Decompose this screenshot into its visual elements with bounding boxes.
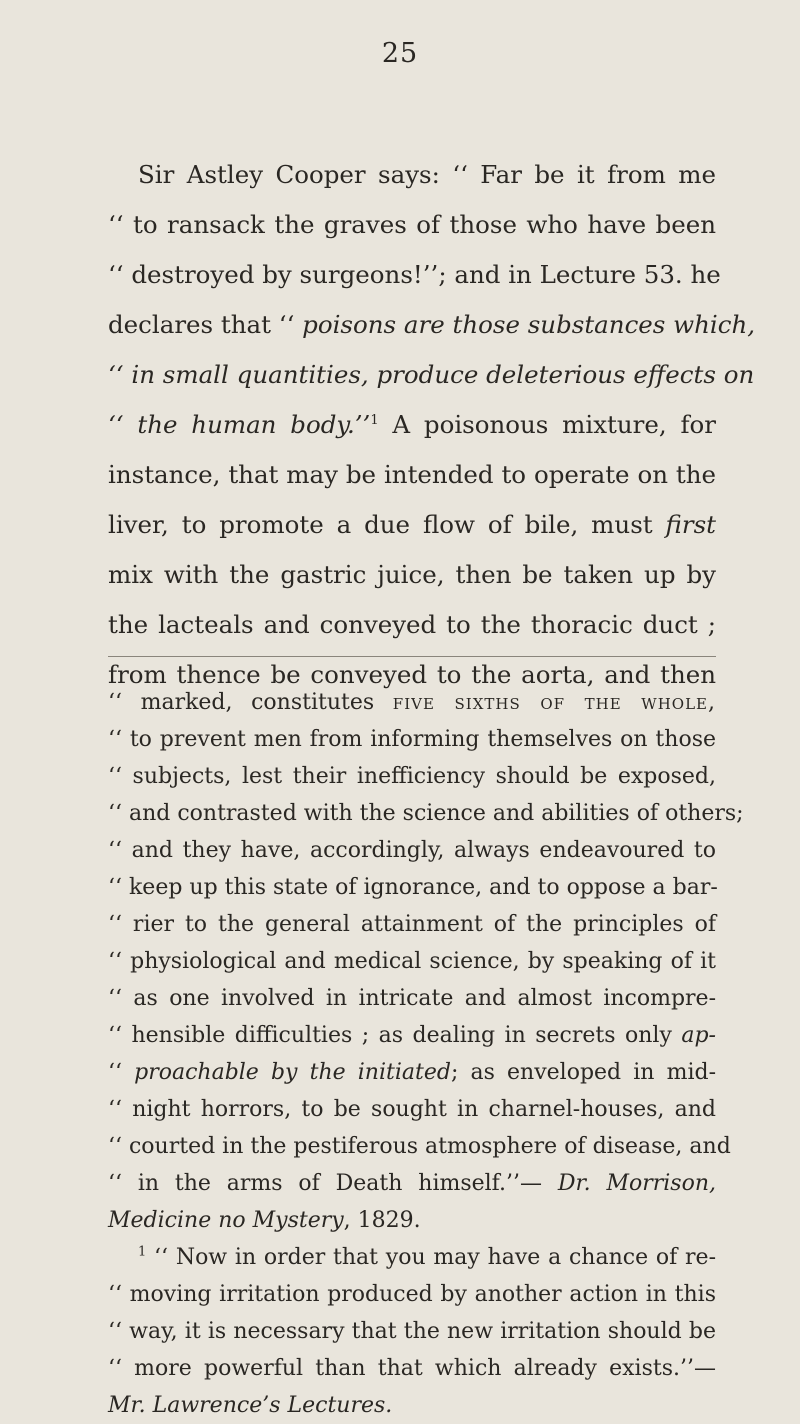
footnote-line <box>108 1165 716 1202</box>
italic-text: poisons are those substances which, <box>302 310 756 339</box>
footnote-divider <box>108 656 716 657</box>
italic-text: Dr. Morrison, <box>557 1171 716 1196</box>
text-span: ‘‘ and contrasted with the science and abilities of others; <box>108 801 744 826</box>
text-span: A poisonous mixture, for <box>378 410 716 439</box>
footnote-line <box>108 684 716 721</box>
text-span: ‘‘ hensible difficulties ; as dealing in secrets only <box>108 1023 682 1048</box>
page-number: 25 <box>381 38 419 69</box>
text-span: mix with the gastric juice, then be taken up by <box>108 560 716 589</box>
small-caps-text: five sixths of the whole, <box>392 690 716 715</box>
footnote-line <box>108 1239 716 1276</box>
footnote-line <box>108 1017 716 1054</box>
text-span: ‘‘ destroyed by surgeons!’’; and in Lecture 53. he <box>108 260 721 289</box>
footnote-line <box>108 869 716 906</box>
text-span: ‘‘ as one involved in intricate and almost incompre- <box>108 986 716 1011</box>
text-span: from thence be conveyed to the aorta, and then <box>108 660 716 689</box>
italic-text: proachable by the initiated <box>134 1060 451 1085</box>
footnote-line <box>108 1091 716 1128</box>
footnote-line <box>108 758 716 795</box>
text-line <box>108 450 716 500</box>
text-span: Sir Astley Cooper says: ‘‘ Far be it from me <box>138 160 716 189</box>
text-span: ‘‘ and they have, accordingly, always endeavoured to <box>108 838 716 863</box>
text-span: ‘‘ Now in order that you may have a chance of re- <box>146 1245 716 1270</box>
footnote-line <box>108 1313 716 1350</box>
text-span: ‘‘ subjects, lest their inefficiency should be exposed, <box>108 764 716 789</box>
italic-text: first <box>665 510 716 539</box>
footnote-line <box>108 943 716 980</box>
footnotes <box>108 684 744 1424</box>
footnote-line <box>108 1350 716 1387</box>
text-span: liver, to promote a due flow of bile, must <box>108 510 666 539</box>
footnote-line <box>108 1128 731 1165</box>
footnote-line <box>108 795 744 832</box>
italic-text: ap- <box>681 1023 716 1048</box>
italic-text: ‘‘ the human body.’’ <box>108 410 371 439</box>
text-span: ‘‘ more powerful than that which already exists.’’— <box>108 1356 716 1381</box>
footnote-line <box>108 721 716 758</box>
text-span: ‘‘ rier to the general attainment of the principles of <box>108 912 716 937</box>
text-span: , 1829. <box>343 1208 421 1233</box>
text-span: ‘‘ <box>108 1060 135 1085</box>
footnote-line <box>108 1202 716 1239</box>
text-line <box>108 150 716 200</box>
text-span: declares that ‘‘ <box>108 310 303 339</box>
text-line <box>108 250 721 300</box>
text-span: the lacteals and conveyed to the thoracic duct ; <box>108 610 716 639</box>
text-line <box>108 600 716 650</box>
text-span: ; as enveloped in mid- <box>450 1060 717 1085</box>
text-span: ‘‘ keep up this state of ignorance, and to oppose a bar- <box>108 875 718 900</box>
italic-text: Mr. Lawrence’s Lectures. <box>108 1393 393 1418</box>
text-line <box>108 300 756 350</box>
text-span: instance, that may be intended to operate on the <box>108 460 716 489</box>
footnote-line <box>108 1054 716 1091</box>
text-span: ‘‘ way, it is necessary that the new irritation should be <box>108 1319 716 1344</box>
footnote-marker: 1 <box>138 1244 147 1260</box>
italic-text: ‘‘ in small quantities, produce deleterious effects on <box>108 360 755 389</box>
text-span: ‘‘ marked, constitutes <box>108 690 393 715</box>
text-span: ‘‘ night horrors, to be sought in charnel-houses, and <box>108 1097 716 1122</box>
text-span: ‘‘ to ransack the graves of those who have been <box>108 210 716 239</box>
footnote-line <box>108 980 716 1017</box>
text-line <box>108 550 716 600</box>
text-span: ‘‘ moving irritation produced by another action in this <box>108 1282 716 1307</box>
text-line <box>108 350 755 400</box>
text-span: ‘‘ to prevent men from informing themselves on those <box>108 727 716 752</box>
text-line <box>108 500 716 550</box>
text-line <box>108 400 716 450</box>
text-span: ‘‘ courted in the pestiferous atmosphere of disease, and <box>108 1134 731 1159</box>
footnote-line <box>108 832 716 869</box>
italic-text: Medicine no Mystery <box>108 1208 344 1233</box>
text-span: ‘‘ in the arms of Death himself.’’— <box>108 1171 558 1196</box>
text-line <box>108 200 716 250</box>
footnote-line <box>108 906 716 943</box>
text-span: ‘‘ physiological and medical science, by speaking of it <box>108 949 716 974</box>
footnote-line <box>108 1387 716 1424</box>
main-text <box>108 150 756 700</box>
footnote-marker: 1 <box>370 412 379 428</box>
footnote-line <box>108 1276 716 1313</box>
